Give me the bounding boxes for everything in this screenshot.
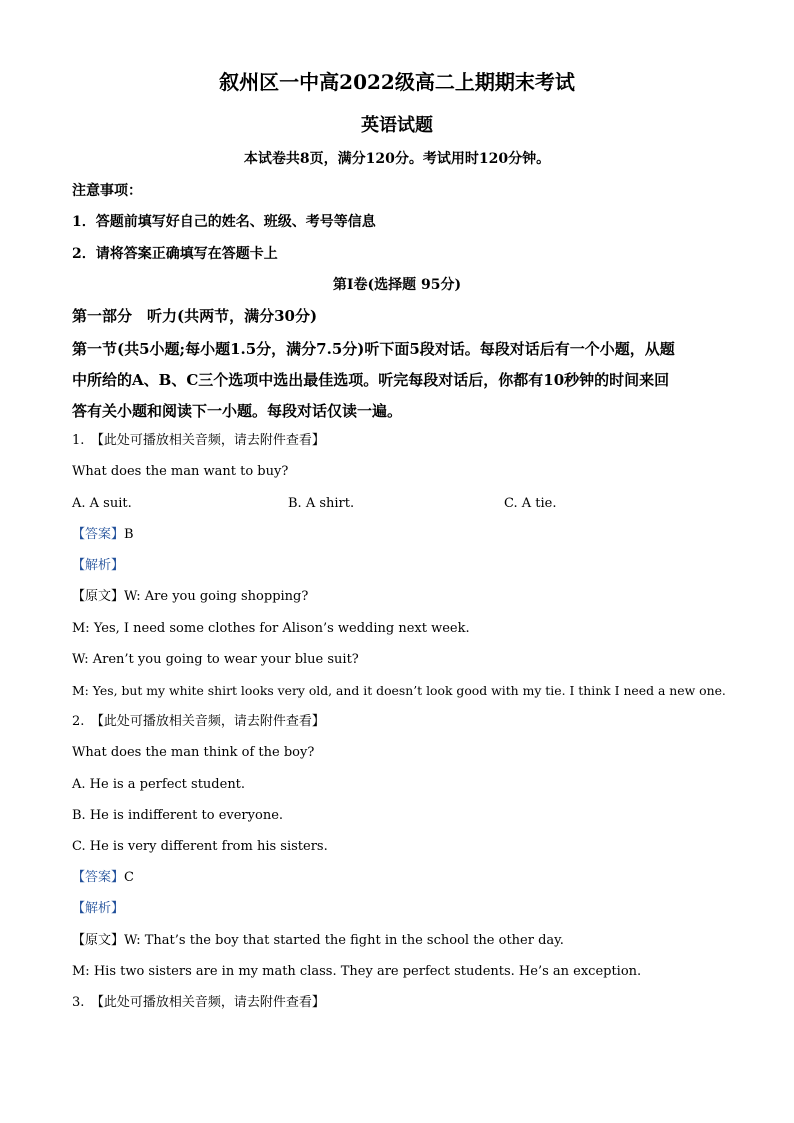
part-title: 第一部分 听力(共两节，满分30分): [72, 307, 318, 325]
instruction-line-3: 答有关小题和阅读下一小题。每段对话仅读一遍。: [72, 402, 403, 420]
exam-title: 叙州区一中高2022级高二上期期末考试: [219, 70, 575, 94]
q2-option-c: C. He is very different from his sisters.: [72, 839, 328, 854]
original-label: 【原文】: [72, 589, 125, 604]
q1-transcript-3: W: Aren’t you going to wear your blue suit?: [72, 652, 359, 667]
q1-transcript-2: M: Yes, I need some clothes for Alison’s wedding next week.: [72, 621, 470, 636]
answer-label: 【答案】: [72, 527, 125, 542]
q2-transcript-1: [72, 932, 564, 949]
q2-question: What does the man think of the boy?: [72, 745, 315, 760]
volume-title: 第I卷(选择题 95分): [332, 277, 462, 293]
notes-item-1: 1．答题前填写好自己的姓名、班级、考号等信息: [72, 214, 376, 230]
q1-question: What does the man want to buy?: [72, 464, 289, 479]
original-label: 【原文】: [72, 933, 125, 948]
q2-analysis-label: 【解析】: [72, 901, 125, 916]
answer-value: B: [124, 527, 134, 542]
q2-option-a: A. He is a perfect student.: [72, 777, 246, 792]
q1-option-b: B. A shirt.: [288, 496, 355, 511]
q1-audio-link[interactable]: 1. 【此处可播放相关音频，请去附件查看】: [72, 433, 325, 448]
q2-transcript-2: M: His two sisters are in my math class. They are perfect students. He’s an exception.: [72, 964, 642, 979]
answer-value: C: [124, 870, 134, 885]
transcript-text: W: That’s the boy that started the fight in the school the other day.: [124, 933, 564, 948]
notes-heading: 注意事项：: [72, 183, 142, 199]
q1-transcript-1: [72, 588, 308, 605]
exam-info: 本试卷共8页，满分120分。考试用时120分钟。: [243, 151, 551, 167]
q2-audio-link[interactable]: 2. 【此处可播放相关音频，请去附件查看】: [72, 714, 325, 729]
q1-analysis-label: 【解析】: [72, 558, 125, 573]
q1-answer: [72, 526, 134, 543]
instruction-line-1: 第一节(共5小题;每小题1.5分，满分7.5分)听下面5段对话。每段对话后有一个小题，从题: [72, 340, 675, 358]
q2-answer: [72, 869, 134, 886]
instruction-line-2: 中所给的A、B、C三个选项中选出最佳选项。听完每段对话后，你都有10秒钟的时间来回: [72, 371, 670, 389]
q1-option-c: C. A tie.: [504, 496, 557, 511]
transcript-text: W: Are you going shopping?: [124, 589, 309, 604]
subject-title: 英语试题: [361, 115, 433, 136]
q2-option-b: B. He is indifferent to everyone.: [72, 808, 284, 823]
notes-item-2: 2．请将答案正确填写在答题卡上: [72, 246, 278, 262]
answer-label: 【答案】: [72, 870, 125, 885]
q3-audio-link[interactable]: 3. 【此处可播放相关音频，请去附件查看】: [72, 995, 325, 1010]
q1-transcript-4: M: Yes, but my white shirt looks very old, and it doesn’t look good with my tie. I think I need a new one.: [72, 683, 726, 698]
q1-option-a: A. A suit.: [72, 496, 132, 511]
